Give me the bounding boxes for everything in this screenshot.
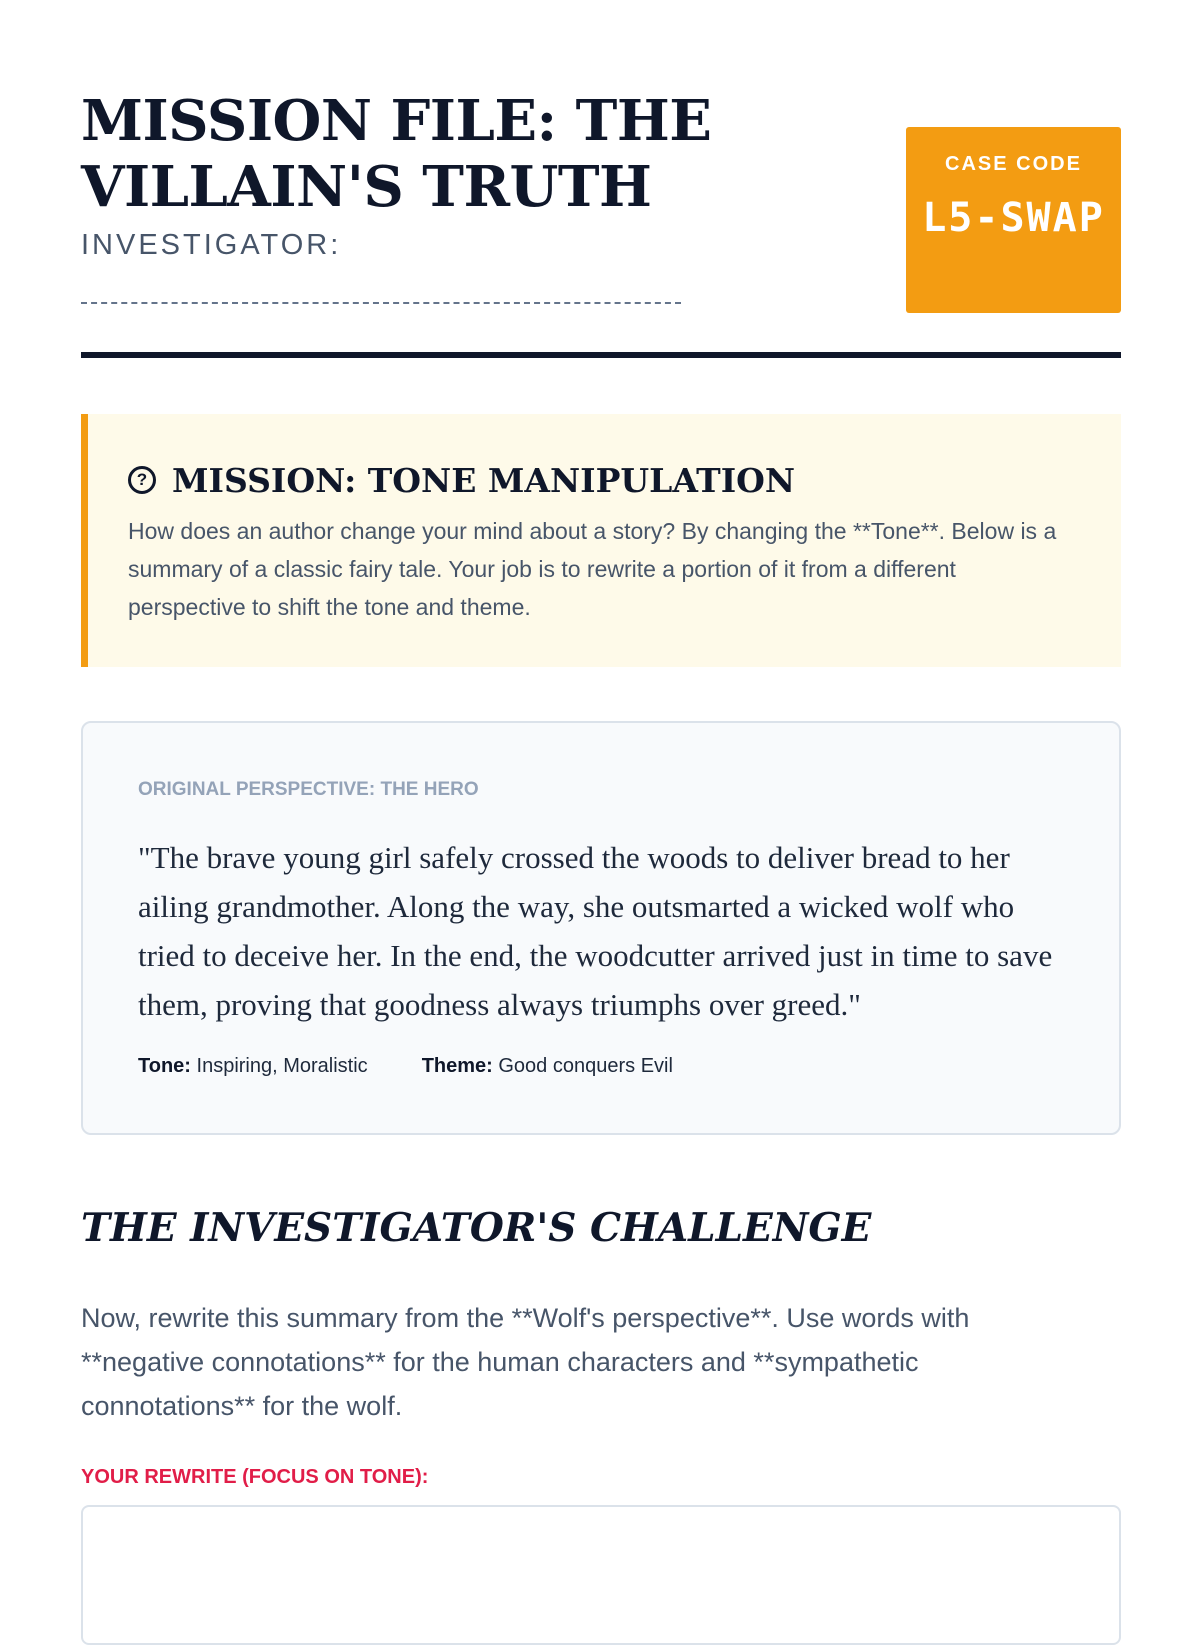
- mission-description: How does an author change your mind about a story? By changing the **Tone**. Below is a summary of a classic fairy tale. Your job is to rewrite a portion of it from a different perspective to shift the tone and theme.: [128, 518, 1057, 620]
- theme-label: Theme:: [421, 1055, 493, 1077]
- mission-title: MISSION: TONE MANIPULATION: [172, 460, 796, 500]
- theme-info: [422, 1055, 673, 1078]
- investigator-label: INVESTIGATOR:: [81, 229, 342, 261]
- original-perspective-label: ORIGINAL PERSPECTIVE: THE HERO: [138, 779, 479, 800]
- investigator-name-blank: [81, 280, 681, 304]
- original-summary-quote: "The brave young girl safely crossed the woods to deliver bread to her ailing grandmother. Along the way, she outsmarted a wicked wolf who tried to deceive her. In the end, the woodcutter arrived just in time to save them, proving that goodness always triumphs over greed.": [138, 840, 1053, 1022]
- rewrite-label: YOUR REWRITE (FOCUS ON TONE):: [81, 1466, 429, 1488]
- case-code-label: CASE CODE: [945, 153, 1082, 175]
- tone-info: [138, 1055, 368, 1078]
- page-title: MISSION FILE: THE VILLAIN'S TRUTH: [81, 88, 712, 220]
- case-code-badge: [906, 127, 1121, 313]
- page-header: [81, 80, 1121, 358]
- tone-value: Inspiring, Moralistic: [196, 1055, 368, 1077]
- tone-label: Tone:: [138, 1055, 191, 1077]
- help-circle-icon: ?: [128, 466, 156, 494]
- challenge-instructions: Now, rewrite this summary from the **Wolf's perspective**. Use words with **negative connotations** for the human characters and **sympathetic connotations** for the wolf.: [81, 1303, 970, 1421]
- mission-callout: [81, 414, 1121, 667]
- original-perspective-card: [81, 721, 1121, 1135]
- rewrite-textarea[interactable]: [81, 1505, 1121, 1645]
- challenge-title: THE INVESTIGATOR'S CHALLENGE: [81, 1205, 872, 1251]
- mission-heading: [128, 458, 795, 502]
- theme-value: Good conquers Evil: [498, 1055, 673, 1077]
- original-meta: [138, 1055, 727, 1078]
- case-code-value: L5-SWAP: [922, 195, 1105, 241]
